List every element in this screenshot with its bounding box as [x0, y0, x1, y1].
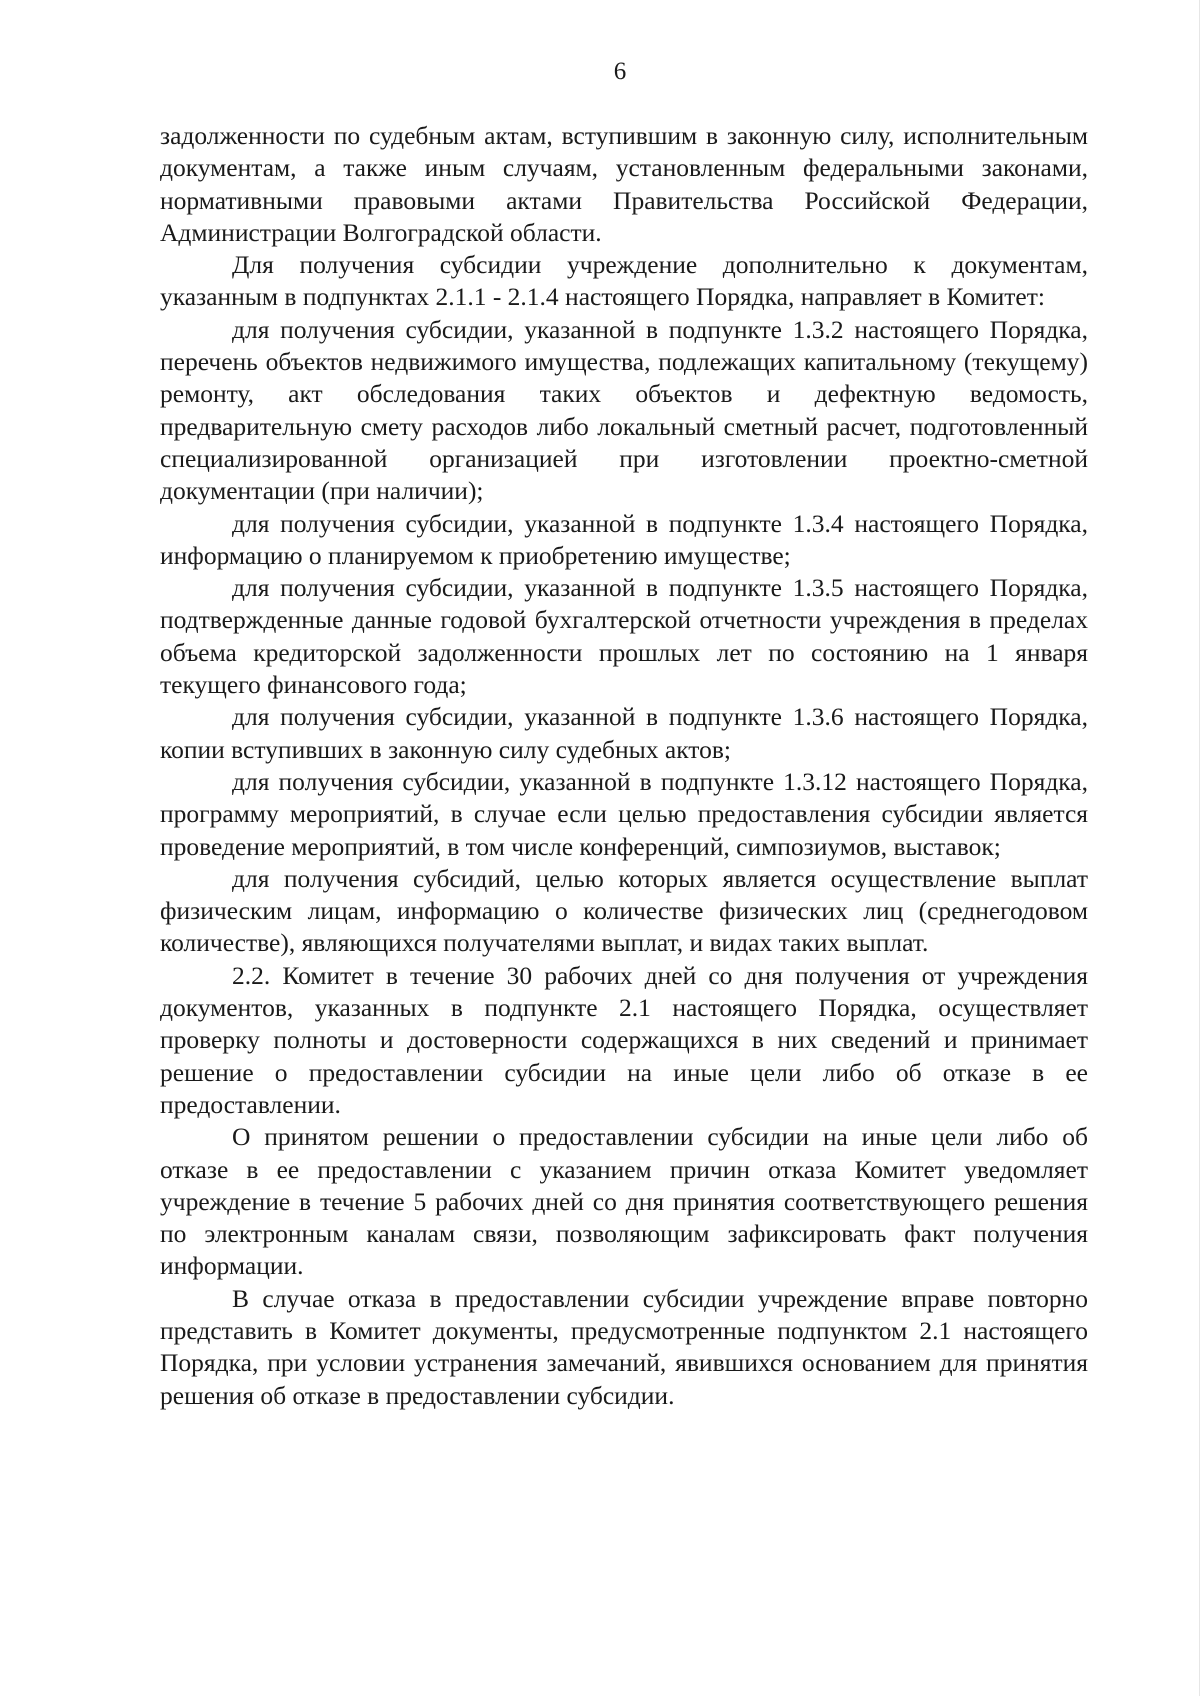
paragraph-6: для получения субсидии, указанной в подпункте 1.3.6 настоящего Порядка, копии вступивших в законную силу судебных актов;	[160, 702, 1088, 764]
body-text	[160, 120, 1088, 1412]
paragraph-2: Для получения субсидии учреждение дополнительно к документам, указанным в подпунктах 2.1.1 - 2.1.4 настоящего Порядка, направляет в Комитет:	[160, 250, 1088, 312]
paragraph-8: для получения субсидий, целью которых является осуществление выплат физическим лицам, информацию о количестве физических лиц (среднегодовом количестве), являющихся получателями выплат, и видах таких выплат.	[160, 863, 1088, 958]
paragraph-9: 2.2. Комитет в течение 30 рабочих дней со дня получения от учреждения документов, указанных в подпункте 2.1 настоящего Порядка, осуществляет проверку полноты и достоверности содержащихся в них сведений и принимает решение о предоставлении субсидии на иные цели либо об отказе в ее предоставлении.	[160, 960, 1088, 1119]
paragraph-1: задолженности по судебным актам, вступившим в законную силу, исполнительным документам, а также иным случаям, установленным федеральными законами, нормативными правовыми актами Правительства Российской Федерации, Администрации Волгоградской области.	[160, 121, 1088, 247]
paragraph-5: для получения субсидии, указанной в подпункте 1.3.5 настоящего Порядка, подтвержденные данные годовой бухгалтерской отчетности учреждения в пределах объема кредиторской задолженности прошлых лет по состоянию на 1 января текущего финансового года;	[160, 573, 1088, 700]
paragraph-4: для получения субсидии, указанной в подпункте 1.3.4 настоящего Порядка, информацию о планируемом к приобретению имуществе;	[160, 508, 1088, 570]
paragraph-3: для получения субсидии, указанной в подпункте 1.3.2 настоящего Порядка, перечень объектов недвижимого имущества, подлежащих капитальному (текущему) ремонту, акт обследования таких объектов и дефектную ведомость, предварительную смету расходов либо локальный сметный расчет, подготовленный специализированной организацией при изготовлении проектно-сметной документации (при наличии);	[160, 314, 1088, 506]
paragraph-11: В случае отказа в предоставлении субсидии учреждение вправе повторно представить в Комитет документы, предусмотренные подпунктом 2.1 настоящего Порядка, при условии устранения замечаний, явившихся основанием для принятия решения об отказе в предоставлении субсидии.	[160, 1283, 1088, 1410]
paragraph-7: для получения субсидии, указанной в подпункте 1.3.12 настоящего Порядка, программу мероприятий, в случае если целью предоставления субсидии является проведение мероприятий, в том числе конференций, симпозиумов, выставок;	[160, 766, 1088, 861]
paragraph-10: О принятом решении о предоставлении субсидии на иные цели либо об отказе в ее предоставлении с указанием причин отказа Комитет уведомляет учреждение в течение 5 рабочих дней со дня принятия соответствующего решения по электронным каналам связи, позволяющим зафиксировать факт получения информации.	[160, 1122, 1088, 1281]
page-number: 6	[613, 58, 627, 85]
